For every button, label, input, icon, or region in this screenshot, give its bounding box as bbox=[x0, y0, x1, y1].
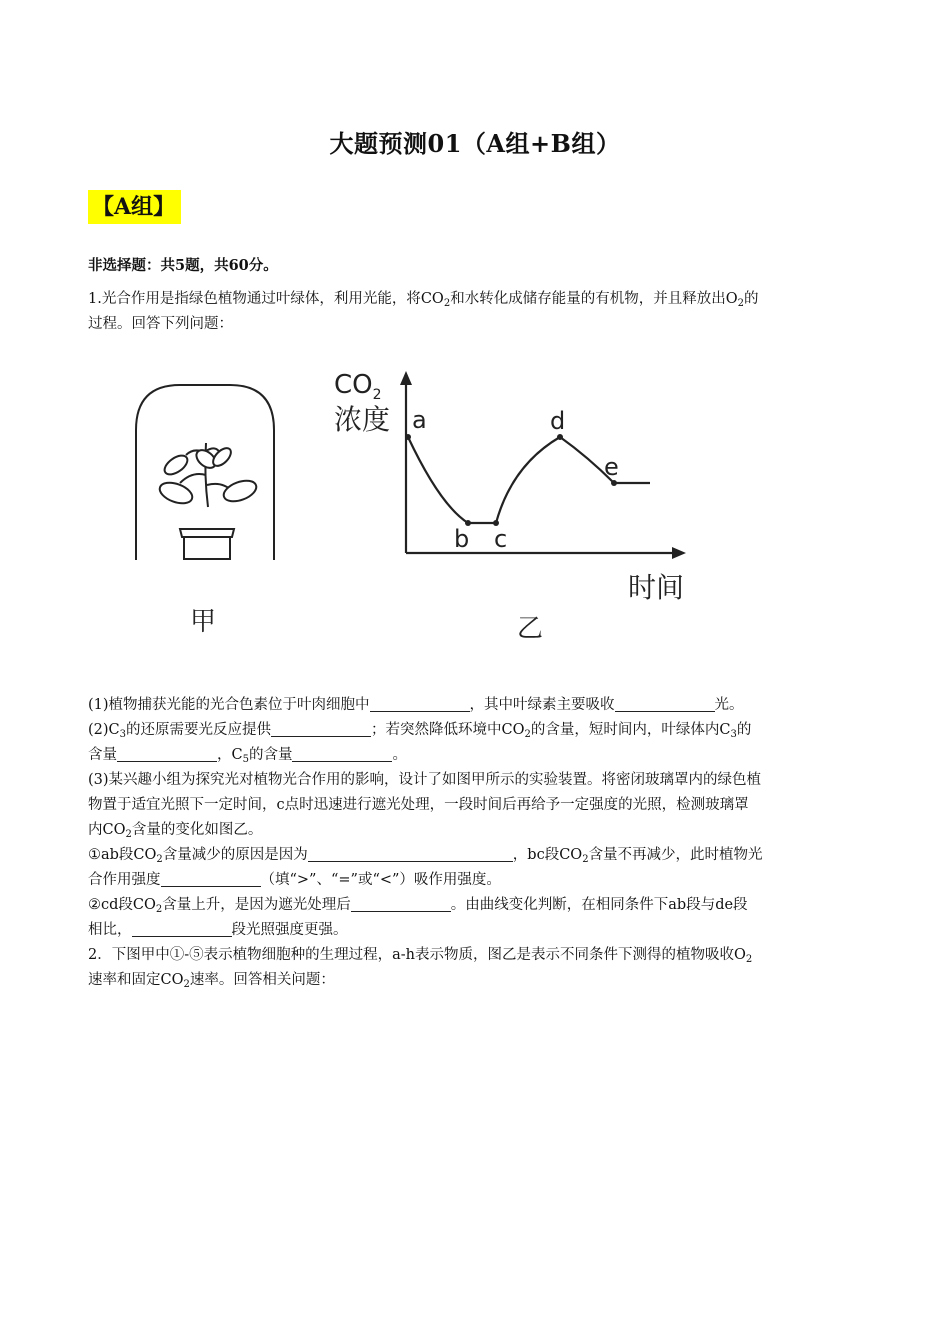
q2-intro: 2．下图甲中①-⑤表示植物细胞种的生理过程，a-h表示物质，图乙是表示不同条件下测得的植物吸收$O_2$ 速率和固定$CO_2$速率。回答相关问题： bbox=[88, 947, 753, 990]
group-a-label: 【A组】 bbox=[88, 190, 181, 224]
q1-part2: $(2)C_3$的还原需要光反应提供 ；若突然降低环境中$CO_2$的含量，短时间内，叶绿体内$C_3$的 含量 ，$C_5$的含量 。 bbox=[88, 722, 752, 765]
q1-part3: (3)某兴趣小组为探究光对植物光合作用的影响，设计了如图甲所示的实验装置。将密闭玻璃罩内的绿色植 物置于适宜光照下一定时间，c点时迅速进行遮光处理，一段时间后再给予一定强度的光照，检测玻璃罩 内$CO_2$含量的变化如图乙。 bbox=[88, 772, 762, 840]
q1-intro: 1.光合作用是指绿色植物通过叶绿体，利用光能，将$CO_2$和水转化成储存能量的有机物，并且释放出$O_2$的 过程。回答下列问题： bbox=[88, 291, 759, 332]
point-label-b: b bbox=[454, 525, 470, 553]
answer-blank[interactable] bbox=[370, 696, 470, 712]
answer-blank[interactable] bbox=[161, 871, 261, 887]
co2-curve-chart bbox=[334, 370, 686, 644]
x-axis-arrow bbox=[672, 547, 686, 559]
figure bbox=[90, 355, 750, 655]
point-label-e: e bbox=[604, 453, 619, 481]
q1-subquestion-1: ①ab段$CO_2$含量减少的原因是因为 ，bc段$CO_2$含量不再减少，此时植物光 合作用强度 （填“>”、“=”或“<”）吸作用强度。 bbox=[88, 847, 763, 888]
chart-caption: 乙 bbox=[516, 614, 544, 644]
answer-blank[interactable] bbox=[117, 746, 217, 762]
answer-blank[interactable] bbox=[292, 746, 392, 762]
answer-blank[interactable] bbox=[271, 721, 371, 737]
q1-part1: (1)植物捕获光能的光合色素位于叶肉细胞中 ，其中叶绿素主要吸收 光。 bbox=[88, 697, 744, 713]
point-label-c: c bbox=[494, 525, 508, 553]
y-axis-label-co2: $CO_2$ bbox=[334, 370, 382, 403]
point-label-a: a bbox=[412, 406, 427, 434]
y-axis-arrow bbox=[400, 371, 412, 385]
q1-subquestion-2: ②cd段$CO_2$含量上升，是因为遮光处理后 。由曲线变化判断，在相同条件下ab段与de段 相比， 段光照强度更强。 bbox=[88, 897, 748, 938]
point-a bbox=[405, 434, 411, 440]
page-title: 大题预测01（A组+B组） bbox=[329, 129, 621, 158]
answer-blank[interactable] bbox=[351, 896, 451, 912]
y-axis-label-concentration: 浓度 bbox=[334, 403, 391, 436]
apparatus-caption: 甲 bbox=[189, 607, 217, 637]
bell-jar-apparatus bbox=[136, 385, 274, 560]
answer-blank[interactable] bbox=[615, 696, 715, 712]
point-label-d: d bbox=[550, 407, 566, 435]
answer-blank[interactable] bbox=[132, 921, 232, 937]
answer-blank[interactable] bbox=[308, 846, 513, 862]
section-heading: 非选择题：共5题，共60分。 bbox=[88, 257, 278, 274]
x-axis-label: 时间 bbox=[628, 571, 685, 604]
